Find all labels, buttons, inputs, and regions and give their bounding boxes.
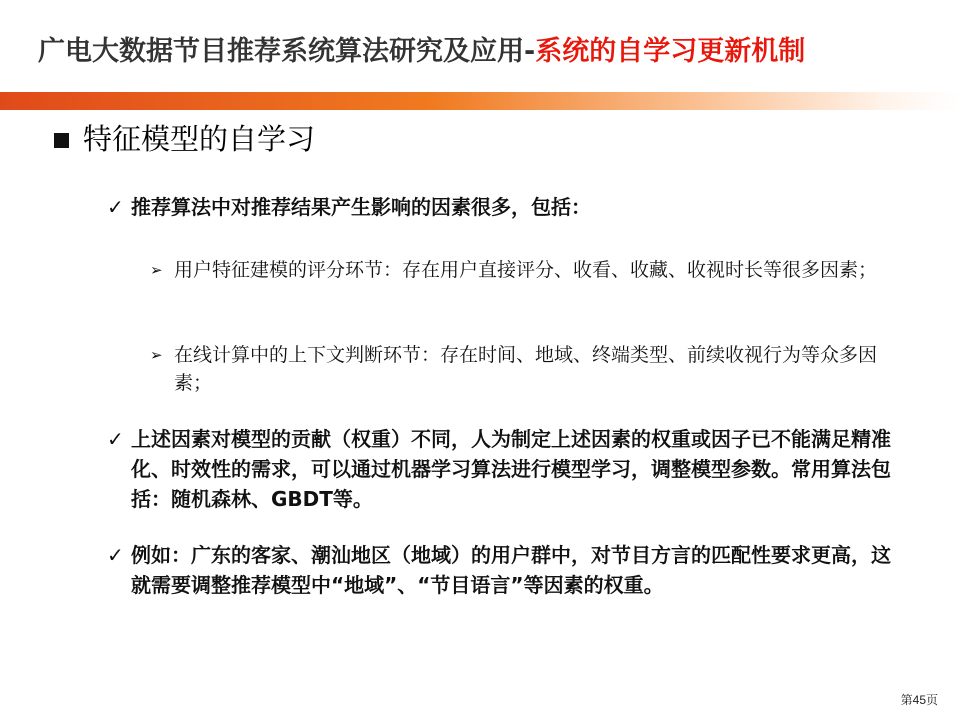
- section-heading: [54, 118, 315, 160]
- slide-title-accent: 系统的自学习更新机制: [535, 36, 806, 67]
- bullet-item: [107, 424, 899, 514]
- slide-title: [38, 28, 953, 76]
- section-heading-text: 特征模型的自学习: [83, 122, 316, 156]
- title-gradient-bar: [0, 92, 960, 110]
- sub-item: [150, 341, 910, 397]
- bullet-item: [107, 192, 807, 222]
- sub-item-text: 用户特征建模的评分环节：存在用户直接评分、收看、收藏、收视时长等很多因素；: [174, 259, 878, 281]
- check-icon: ✓: [107, 195, 124, 219]
- bullet-item-text: 例如：广东的客家、潮汕地区（地域）的用户群中，对节目方言的匹配性要求更高，这就需要调整推荐模型中“地域”、“节目语言”等因素的权重。: [131, 543, 891, 597]
- slide-title-main: 广电大数据节目推荐系统算法研究及应用-: [38, 36, 536, 67]
- check-icon: ✓: [107, 427, 124, 451]
- bullet-item: [107, 540, 899, 600]
- bullet-item-text: 推荐算法中对推荐结果产生影响的因素很多，包括：: [131, 195, 591, 219]
- page-number: 第45页: [900, 693, 938, 707]
- arrow-icon: ➢: [150, 261, 163, 279]
- square-bullet-icon: [54, 133, 69, 148]
- sub-item: [150, 256, 910, 284]
- sub-item-text: 在线计算中的上下文判断环节：存在时间、地域、终端类型、前续收视行为等众多因素；: [174, 344, 878, 394]
- check-icon: ✓: [107, 543, 124, 567]
- bullet-item-text: 上述因素对模型的贡献（权重）不同，人为制定上述因素的权重或因子已不能满足精准化、时效性的需求，可以通过机器学习算法进行模型学习，调整模型参数。常用算法包括：随机森林、GBDT等。: [131, 427, 891, 511]
- arrow-icon: ➢: [150, 346, 163, 364]
